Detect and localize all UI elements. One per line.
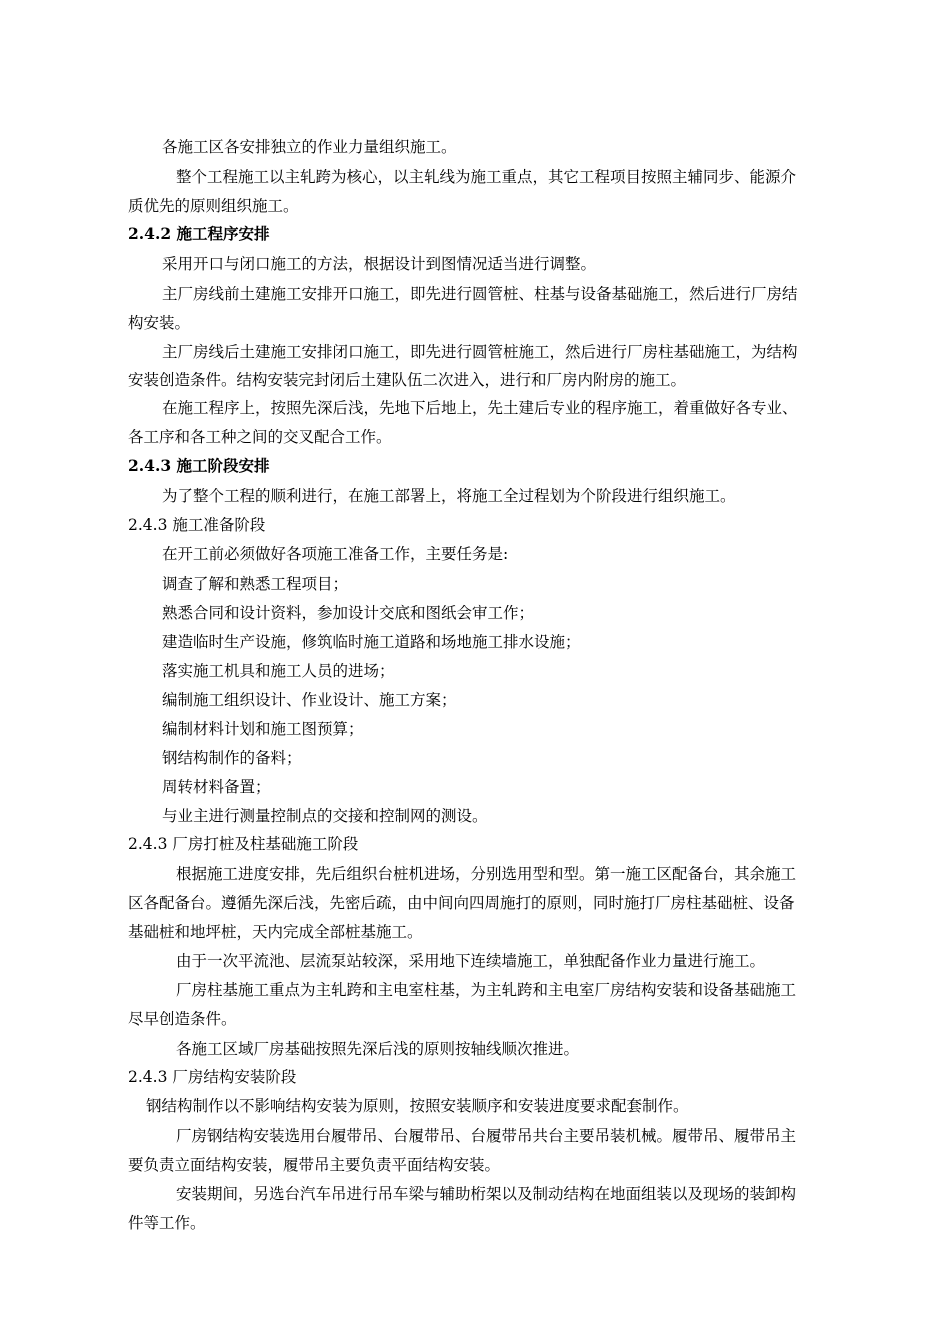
paragraph-line: 质优先的原则组织施工。 — [128, 197, 299, 215]
paragraph-line: 厂房柱基施工重点为主轧跨和主电室柱基，为主轧跨和主电室厂房结构安装和设备基础施工 — [176, 981, 797, 999]
list-item: 建造临时生产设施，修筑临时施工道路和场地施工排水设施； — [162, 633, 581, 651]
paragraph-line: 在施工程序上，按照先深后浅，先地下后地上，先土建后专业的程序施工，着重做好各专业、 — [162, 399, 798, 417]
list-item: 调查了解和熟悉工程项目； — [162, 575, 349, 593]
paragraph-line: 由于一次平流池、层流泵站较深，采用地下连续墙施工，单独配备作业力量进行施工。 — [176, 952, 766, 970]
paragraph-line: 构安装。 — [128, 314, 191, 332]
subsection-heading: 2.4.3 厂房结构安装阶段 — [128, 1068, 297, 1086]
paragraph-line: 根据施工进度安排，先后组织台桩机进场，分别选用型和型。第一施工区配备台，其余施工 — [176, 865, 797, 883]
paragraph-line: 钢结构制作以不影响结构安装为原则，按照安装顺序和安装进度要求配套制作。 — [146, 1097, 689, 1115]
list-item: 编制施工组织设计、作业设计、施工方案； — [162, 691, 457, 709]
list-item: 熟悉合同和设计资料，参加设计交底和图纸会审工作； — [162, 604, 535, 622]
paragraph-line: 整个工程施工以主轧跨为核心，以主轧线为施工重点，其它工程项目按照主辅同步、能源介 — [176, 168, 797, 186]
paragraph-line: 尽早创造条件。 — [128, 1010, 237, 1028]
paragraph-line: 各施工区域厂房基础按照先深后浅的原则按轴线顺次推进。 — [176, 1040, 580, 1058]
subsection-heading: 2.4.3 施工准备阶段 — [128, 516, 266, 534]
paragraph-line: 各工序和各工种之间的交叉配合工作。 — [128, 428, 392, 446]
paragraph-line: 主厂房线后土建施工安排闭口施工，即先进行圆管桩施工，然后进行厂房柱基础施工，为结构 — [162, 343, 798, 361]
section-heading-2-4-2: 2.4.2 施工程序安排 — [128, 224, 270, 243]
paragraph-line: 安装期间，另选台汽车吊进行吊车梁与辅助桁架以及制动结构在地面组装以及现场的装卸构 — [176, 1185, 797, 1203]
paragraph-line: 采用开口与闭口施工的方法，根据设计到图情况适当进行调整。 — [162, 255, 597, 273]
paragraph-line: 厂房钢结构安装选用台履带吊、台履带吊、台履带吊共台主要吊装机械。履带吊、履带吊主 — [176, 1127, 797, 1145]
paragraph-line: 各施工区各安排独立的作业力量组织施工。 — [162, 138, 457, 156]
paragraph-line: 在开工前必须做好各项施工准备工作，主要任务是: — [162, 545, 509, 563]
paragraph-line: 区各配备台。遵循先深后浅，先密后疏，由中间向四周施打的原则，同时施打厂房柱基础桩、设备 — [128, 894, 795, 912]
paragraph-line: 为了整个工程的顺利进行，在施工部署上，将施工全过程划为个阶段进行组织施工。 — [162, 487, 736, 505]
paragraph-line: 件等工作。 — [128, 1214, 206, 1232]
subsection-heading: 2.4.3 厂房打桩及柱基础施工阶段 — [128, 835, 359, 853]
section-heading-2-4-3: 2.4.3 施工阶段安排 — [128, 456, 270, 475]
list-item: 编制材料计划和施工图预算； — [162, 720, 364, 738]
paragraph-line: 基础桩和地坪桩，天内完成全部桩基施工。 — [128, 923, 423, 941]
paragraph-line: 主厂房线前土建施工安排开口施工，即先进行圆管桩、柱基与设备基础施工，然后进行厂房结 — [162, 285, 798, 303]
paragraph-line: 安装创造条件。结构安装完封闭后土建队伍二次进入，进行和厂房内附房的施工。 — [128, 371, 687, 389]
list-item: 周转材料备置； — [162, 778, 271, 796]
list-item: 落实施工机具和施工人员的进场； — [162, 662, 395, 680]
paragraph-line: 要负责立面结构安装，履带吊主要负责平面结构安装。 — [128, 1156, 501, 1174]
list-item: 与业主进行测量控制点的交接和控制网的测设。 — [162, 807, 488, 825]
list-item: 钢结构制作的备料； — [162, 749, 302, 767]
